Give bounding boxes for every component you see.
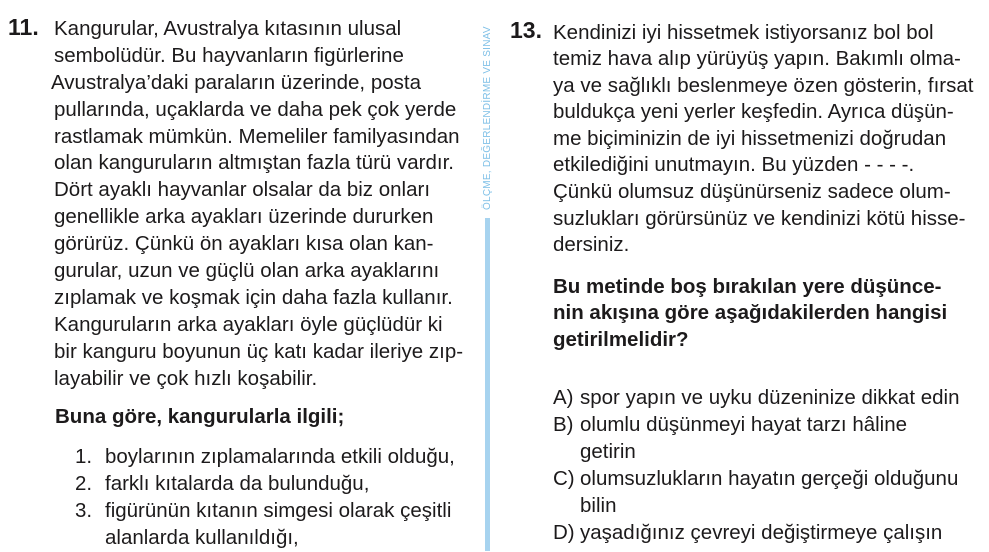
option-letter: A) [553,385,574,409]
question-11-number: 11. [8,14,39,40]
passage-line: sembolüdür. Bu hayvanların figürlerine [54,43,404,67]
passage-line: suzlukları görürsünüz ve kendinizi kötü hisse- [553,206,966,230]
question-11-passage [51,16,464,392]
statement-line: figürünün kıtanın simgesi olarak çeşitli [105,498,452,522]
passage-line: rastlamak mümkün. Memeliler familyasından [54,124,460,148]
option-line: olumlu düşünmeyi hayat tarzı hâline [580,412,908,436]
passage-line: gurular, uzun ve güçlü olan arka ayaklarını [54,259,440,283]
prompt-line: Buna göre, kangurularla ilgili; [55,405,345,428]
passage-line: dersiniz. [553,233,630,257]
question-line: Bu metinde boş bırakılan yere düşünce- [553,274,942,298]
passage-line: layabilir ve çok hızlı koşabilir. [54,366,318,390]
question-13-passage [553,20,973,259]
column-divider-bar [485,218,490,551]
passage-line: olan kanguruların altmıştan fazla türü vardır. [54,151,454,175]
question-line: getirilmelidir? [553,327,689,351]
passage-line: me biçiminizin de iyi hissetmenizi doğrudan [553,126,947,150]
section-side-label: ÖLÇME, DEĞERLENDİRME VE SINAV [482,26,493,210]
question-11-prompt [55,404,344,431]
question-line: nin akışına göre aşağıdakilerden hangisi [553,301,948,324]
question-13-number: 13. [510,17,542,43]
passage-line: ya ve sağlıklı beslenmeye özen gösterin, fırsat [553,73,974,97]
option-text [580,519,942,546]
passage-line: temiz hava alıp yürüyüş yapın. Bakımlı olma- [553,47,961,71]
passage-line: buldukça yeni yerler keşfedin. Ayrıca düşün- [553,100,954,124]
statement-text [105,444,455,471]
option-text [580,384,959,411]
passage-line: Dört ayaklı hayvanlar olsalar da biz onları [54,178,431,202]
statement-line: boylarının zıplamalarında etkili olduğu, [105,445,455,468]
passage-line: Çünkü olumsuz düşünürseniz sadece olum- [553,180,951,204]
answer-option-c [553,465,959,519]
option-line: getirin [580,439,636,463]
question-13-options [553,384,959,546]
question-13-stem [553,274,947,354]
option-line: olumsuzlukların hayatın gerçeği olduğunu [580,466,959,490]
passage-line: Avustralya’daki paraların üzerinde, posta [51,70,421,94]
statement-item [75,498,455,552]
passage-line: Kendinizi iyi hissetmek istiyorsanız bol bol [553,20,934,44]
option-letter: B) [553,412,574,436]
option-line: yaşadığınız çevreyi değiştirmeye çalışın [580,520,943,544]
answer-option-a [553,384,959,411]
statement-text [105,498,451,552]
passage-line: genellikle arka ayakları üzerinde dururken [54,205,434,229]
question-11-statements [75,444,455,552]
statement-line: alanlarda kullanıldığı, [105,525,299,549]
passage-line: Kanguruların arka ayakları öyle güçlüdür ki [54,312,443,336]
option-line: spor yapın ve uyku düzeninize dikkat edin [580,385,960,409]
option-line: bilin [580,493,617,517]
option-text [580,465,958,519]
passage-line: Kangurular, Avustralya kıtasının ulusal [54,17,402,40]
statement-text [105,471,369,498]
option-text [580,411,907,465]
statement-number: 1. [75,445,93,468]
statement-number: 3. [75,498,93,522]
answer-option-b [553,411,959,465]
statement-line: farklı kıtalarda da bulunduğu, [105,471,370,495]
passage-line: görürüz. Çünkü ön ayakları kısa olan kan- [54,232,434,256]
statement-item [75,471,455,498]
passage-line: bir kanguru boyunun üç katı kadar ileriye zıp- [54,339,464,363]
passage-line: zıplamak ve koşmak için daha fazla kullanır. [54,285,453,309]
option-letter: C) [553,466,575,490]
passage-line: etkilediğini unutmayın. Bu yüzden - - - -. [553,153,915,177]
option-letter: D) [553,520,575,544]
statement-number: 2. [75,471,93,495]
statement-item [75,444,455,471]
answer-option-d [553,519,959,546]
passage-line: pullarında, uçaklarda ve daha pek çok yerde [54,97,457,121]
